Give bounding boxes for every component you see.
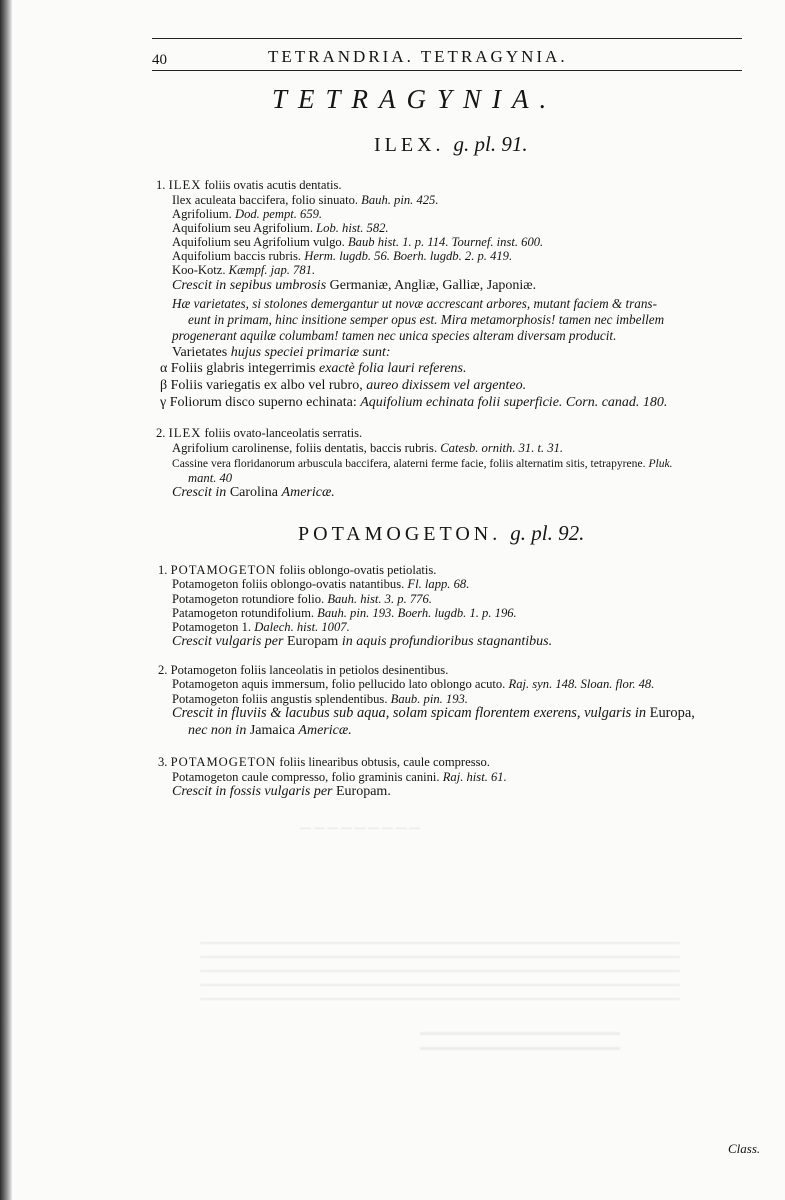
header-rule-top	[152, 38, 742, 39]
ilex-sp1-synonym: Aquifolium seu Agrifolium. Lob. hist. 582.	[172, 221, 389, 235]
ilex-variety-beta: β Foliis variegatis ex albo vel rubro, aureo dixissem vel argenteo.	[160, 378, 527, 393]
potamogeton-sp2-synonym: Potamogeton foliis angustis splendentibus. Baub. pin. 193.	[172, 692, 468, 706]
potamogeton-sp2-diagnosis: 2. Potamogeton foliis lanceolatis in petiolos desinentibus.	[158, 663, 449, 677]
ilex-varieties-intro: Varietates hujus speciei primariæ sunt:	[172, 345, 391, 360]
catchword: Class.	[728, 1141, 761, 1156]
potamogeton-sp2-synonym: Potamogeton aquis immersum, folio pellucido lato oblongo acuto. Raj. syn. 148. Sloan. flor. 48.	[172, 677, 655, 691]
section-title: TETRAGYNIA.	[272, 84, 558, 114]
ilex-sp1-synonym: Ilex aculeata baccifera, folio sinuato. Bauh. pin. 425.	[172, 193, 439, 207]
bleed-through-texture	[200, 930, 680, 1000]
ilex-sp2-synonym: Agrifolium carolinense, foliis dentatis, baccis rubris. Catesb. ornith. 31. t. 31.	[172, 441, 564, 455]
potamogeton-sp1-synonym: Potamogeton 1. Dalech. hist. 1007.	[172, 620, 350, 634]
ilex-variety-gamma: γ Foliorum disco superno echinata: Aquifolium echinata folii superficie. Corn. canad. 180.	[160, 395, 668, 410]
ilex-sp1-synonym: Koo-Kotz. Kæmpf. jap. 781.	[172, 263, 316, 277]
genus-heading-potamogeton	[298, 521, 584, 546]
genus-name: ILEX.	[374, 134, 445, 156]
ilex-variety-alpha: α Foliis glabris integerrimis exactè folia lauri referens.	[160, 361, 467, 376]
potamogeton-sp1-synonym: Patamogeton rotundifolium. Bauh. pin. 193. Boerh. lugdb. 1. p. 196.	[172, 606, 517, 620]
ilex-sp1-note: progenerant aquilæ columbam! tamen nec unica species alteram diversam producit.	[172, 328, 617, 343]
genus-reference: g. pl. 92.	[510, 521, 585, 545]
ilex-sp1-note: Hæ varietates, si stolones demergantur ut novæ accrescant arbores, mutant faciem & trans-	[172, 296, 657, 311]
ilex-sp1-diagnosis: 1. ILEX foliis ovatis acutis dentatis.	[156, 178, 342, 192]
ilex-sp2-synonym: Cassine vera floridanorum arbuscula baccifera, alaterni ferme facie, foliis alternatim sitis, tetrapyrene. Pluk.	[172, 457, 673, 470]
ilex-sp1-note: eunt in primam, hinc insitione semper opus est. Mira metamorphosis! tamen nec imbellem	[188, 312, 665, 327]
ilex-sp2-diagnosis: 2. ILEX foliis ovato-lanceolatis serratis.	[156, 426, 363, 440]
ilex-sp1-habitat: Crescit in sepibus umbrosis Germaniæ, Angliæ, Galliæ, Japoniæ.	[172, 278, 537, 293]
potamogeton-sp3-synonym: Potamogeton caule compresso, folio graminis canini. Raj. hist. 61.	[172, 770, 507, 784]
bleed-through-texture: — — — — — — — — —	[300, 820, 421, 834]
potamogeton-sp1-habitat: Crescit vulgaris per Europam in aquis profundioribus stagnantibus.	[172, 634, 553, 649]
potamogeton-sp2-habitat-continued: nec non in Jamaica Americæ.	[188, 723, 352, 738]
potamogeton-sp3-diagnosis: 3. POTAMOGETON foliis linearibus obtusis, caule compresso.	[158, 755, 490, 769]
ilex-sp2-synonym-continued: mant. 40	[188, 471, 233, 485]
genus-heading-ilex	[374, 132, 528, 157]
potamogeton-sp1-diagnosis: 1. POTAMOGETON foliis oblongo-ovatis petiolatis.	[158, 563, 437, 577]
ilex-sp1-synonym: Agrifolium. Dod. pempt. 659.	[172, 207, 323, 221]
running-title: TETRANDRIA. TETRAGYNIA.	[268, 47, 568, 66]
genus-name: POTAMOGETON.	[298, 523, 502, 545]
ilex-sp2-habitat: Crescit in Carolina Americæ.	[172, 485, 335, 500]
potamogeton-sp1-synonym: Potamogeton foliis oblongo-ovatis natantibus. Fl. lapp. 68.	[172, 577, 470, 591]
page-number: 40	[152, 52, 167, 68]
genus-reference: g. pl. 91.	[453, 132, 528, 156]
ilex-sp1-synonym: Aquifolium baccis rubris. Herm. lugdb. 56. Boerh. lugdb. 2. p. 419.	[172, 249, 513, 263]
potamogeton-sp2-habitat: Crescit in fluviis & lacubus sub aqua, solam spicam florentem exerens, vulgaris in Europa,	[172, 705, 695, 721]
potamogeton-sp3-habitat: Crescit in fossis vulgaris per Europam.	[172, 784, 391, 799]
bleed-through-texture	[420, 1020, 620, 1050]
page-gutter-shadow	[0, 0, 12, 1200]
ilex-sp1-synonym: Aquifolium seu Agrifolium vulgo. Baub hist. 1. p. 114. Tournef. inst. 600.	[172, 235, 544, 249]
header-rule-bottom	[152, 70, 742, 71]
potamogeton-sp1-synonym: Potamogeton rotundiore folio. Bauh. hist. 3. p. 776.	[172, 592, 432, 606]
